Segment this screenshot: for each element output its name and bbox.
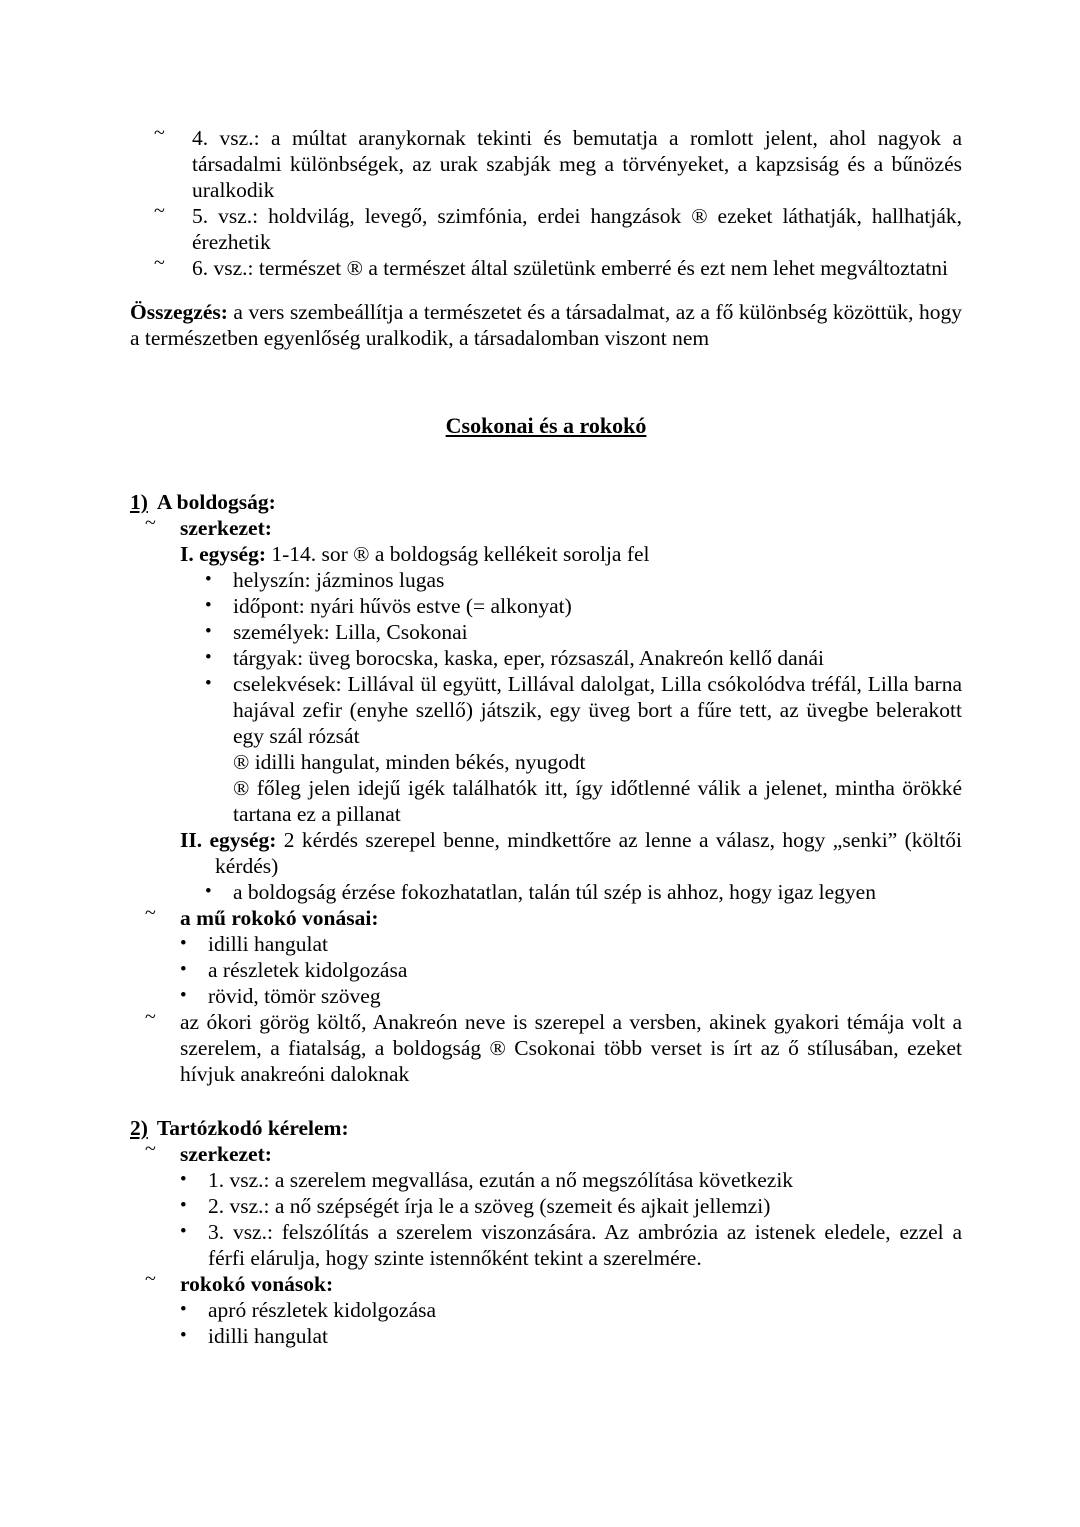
bullet-text: rövid, tömör szöveg <box>208 984 381 1008</box>
disc-bullet-icon: • <box>180 959 187 980</box>
disc-bullet-icon: • <box>180 985 187 1006</box>
summary-paragraph <box>130 299 962 351</box>
szerkezet-row <box>130 1138 962 1167</box>
bullet-list-item <box>130 983 962 1009</box>
disc-bullet-icon: • <box>205 673 212 694</box>
tilde-bullet-icon: ~ <box>154 200 165 222</box>
section-number: 2) <box>130 1116 148 1140</box>
stanza-note-item <box>130 252 962 281</box>
tilde-bullet-icon: ~ <box>154 122 165 144</box>
tilde-bullet-icon: ~ <box>145 1268 156 1290</box>
tilde-bullet-icon: ~ <box>154 252 165 274</box>
bullet-list-item <box>130 931 962 957</box>
section-heading <box>130 1115 962 1141</box>
bullet-text: a boldogság érzése fokozhatatlan, talán túl szép is ahhoz, hogy igaz legyen <box>233 880 876 904</box>
stanza-note-text: 5. vsz.: holdvilág, levegő, szimfónia, erdei hangzások ® ezeket láthatják, hallhatják, érezhetik <box>192 204 962 254</box>
rokoko-features-row <box>130 902 962 931</box>
unit-label: II. egység: <box>180 828 277 852</box>
disc-bullet-icon: • <box>180 1299 187 1320</box>
bullet-list-item <box>130 593 962 619</box>
unit-heading <box>130 541 962 567</box>
bullet-list-item <box>130 1323 962 1349</box>
bullet-text: a részletek kidolgozása <box>208 958 408 982</box>
tilde-bullet-icon: ~ <box>145 1006 156 1028</box>
szerkezet-label: szerkezet: <box>180 1142 272 1166</box>
disc-bullet-icon: • <box>205 881 212 902</box>
disc-bullet-icon: • <box>205 569 212 590</box>
section-heading-label: Tartózkodó kérelem: <box>156 1116 349 1140</box>
disc-bullet-icon: • <box>180 1195 187 1216</box>
bullet-list-item <box>130 1219 962 1271</box>
rokoko-features-label: a mű rokokó vonásai: <box>180 906 379 930</box>
stanza-note-item <box>130 200 962 255</box>
bullet-text: 3. vsz.: felszólítás a szerelem viszonzására. Az ambrózia az istenek eledele, ezzel a férfi elárulja, hogy szinte istennőként tekint a szerelmére. <box>208 1220 962 1270</box>
note-line: ® főleg jelen idejű igék találhatók itt, így időtlenné válik a jelenet, mintha örökké tartana ez a pillanat <box>233 776 962 826</box>
bullet-text: személyek: Lilla, Csokonai <box>233 620 468 644</box>
szerkezet-row <box>130 512 962 541</box>
unit-text: 2 kérdés szerepel benne, mindkettőre az lenne a válasz, hogy „senki” (költői kérdés) <box>215 828 962 878</box>
summary-text: a vers szembeállítja a természetet és a társadalmat, az a fő különbség közöttük, hogy a természetben egyenlőség uralkodik, a társadalomban viszont nem <box>130 300 962 350</box>
stanza-note-text: 4. vsz.: a múltat aranykornak tekinti és bemutatja a romlott jelent, ahol nagyok a társadalmi különbségek, az urak szabják meg a törvényeket, a kapzsiság és a bűnözés uralkodik <box>192 126 962 202</box>
section-heading-label: A boldogság: <box>156 490 276 514</box>
bullet-text: apró részletek kidolgozása <box>208 1298 437 1322</box>
section-number: 1) <box>130 490 148 514</box>
rokoko-features-row <box>130 1268 962 1297</box>
disc-bullet-icon: • <box>180 1169 187 1190</box>
bullet-text: tárgyak: üveg borocska, kaska, eper, rózsaszál, Anakreón kellő danái <box>233 646 824 670</box>
closing-text: az ókori görög költő, Anakreón neve is szerepel a versben, akinek gyakori témája volt a szerelem, a fiatalság, a boldogság ® Csokonai több verset is írt az ő stílusában, ezeket hívjuk anakreóni daloknak <box>180 1010 962 1086</box>
note-line: ® idilli hangulat, minden békés, nyugodt <box>233 750 586 774</box>
closing-paragraph <box>130 1006 962 1087</box>
summary-label: Összegzés: <box>130 300 228 324</box>
tilde-bullet-icon: ~ <box>145 1138 156 1160</box>
disc-bullet-icon: • <box>180 1221 187 1242</box>
szerkezet-label: szerkezet: <box>180 516 272 540</box>
disc-bullet-icon: • <box>205 647 212 668</box>
section-tartozkodo-kerelem <box>130 1115 962 1349</box>
bullet-list-item <box>130 1297 962 1323</box>
disc-bullet-icon: • <box>180 933 187 954</box>
bullet-text: idilli hangulat <box>208 932 329 956</box>
unit-heading <box>130 827 962 879</box>
bullet-text: helyszín: jázminos lugas <box>233 568 445 592</box>
unit-text: 1-14. sor ® a boldogság kellékeit sorolja fel <box>265 542 650 566</box>
bullet-list-item <box>130 645 962 671</box>
bullet-list-item <box>130 1193 962 1219</box>
disc-bullet-icon: • <box>205 621 212 642</box>
unit-label: I. egység: <box>180 542 266 566</box>
bullet-list-item <box>130 567 962 593</box>
bullet-list-item <box>130 619 962 645</box>
tilde-bullet-icon: ~ <box>145 902 156 924</box>
bullet-list-item <box>130 879 962 905</box>
bullet-text: idilli hangulat <box>208 1324 329 1348</box>
page-title: Csokonai és a rokokó <box>445 413 647 438</box>
stanza-analysis-list <box>130 122 962 281</box>
bullet-text: cselekvések: Lillával ül együtt, Lillával dalolgat, Lilla csókolódva tréfál, Lilla barna hajával zefir (enyhe szellő) játszik, egy üveg bort a fűre tett, az üvegbe belerakott egy szál rózsát <box>233 672 962 748</box>
rokoko-features-label: rokokó vonások: <box>180 1272 334 1296</box>
bullet-text: időpont: nyári hűvös estve (= alkonyat) <box>233 594 572 618</box>
disc-bullet-icon: • <box>205 595 212 616</box>
bullet-text: 2. vsz.: a nő szépségét írja le a szöveg (szemeit és ajkait jellemzi) <box>208 1194 771 1218</box>
bullet-list-item <box>130 671 962 749</box>
bullet-list-item <box>130 957 962 983</box>
stanza-note-item <box>130 122 962 203</box>
stanza-note-text: 6. vsz.: természet ® a természet által születünk emberré és ezt nem lehet megváltoztatni <box>192 256 948 280</box>
bullet-text: 1. vsz.: a szerelem megvallása, ezután a nő megszólítása következik <box>208 1168 794 1192</box>
disc-bullet-icon: • <box>180 1325 187 1346</box>
section-a-boldogsag <box>130 489 962 1087</box>
bullet-list-item <box>130 1167 962 1193</box>
tilde-bullet-icon: ~ <box>145 512 156 534</box>
section-heading <box>130 489 962 515</box>
